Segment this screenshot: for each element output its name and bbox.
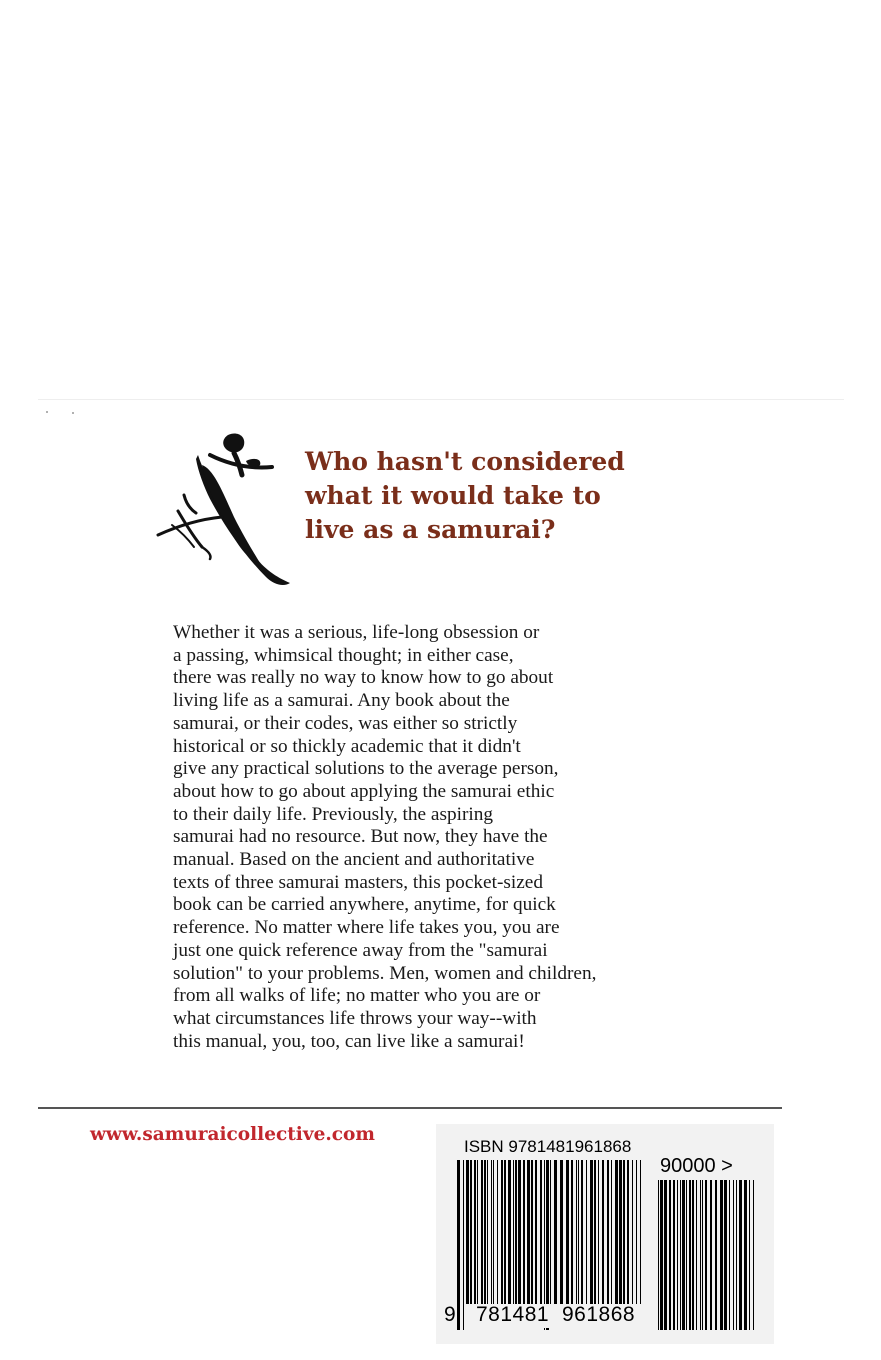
barcode-bar [466,1160,469,1304]
barcode-bar [705,1180,707,1330]
barcode-bar [669,1180,671,1330]
barcode-bar [686,1180,687,1330]
barcode-bar [493,1160,494,1304]
price-code: 90000 > [660,1155,733,1177]
speck [46,411,48,413]
barcode-bar [660,1180,663,1330]
blurb-line: texts of three samurai masters, this pocket-sized [173,871,543,893]
footer-divider [38,1107,782,1109]
blurb-line: what circumstances life throws your way--with [173,1007,537,1029]
headline-line: what it would take to [305,481,601,510]
blurb-line: give any practical solutions to the average person, [173,758,559,780]
barcode-bar [560,1160,563,1304]
barcode-bar [749,1180,750,1330]
barcode-bar [710,1180,712,1330]
barcode-bar [463,1160,464,1330]
barcode-bar [518,1160,521,1304]
barcode-bar [554,1160,557,1304]
barcode-bar [484,1160,486,1304]
blurb-line: to their daily life. Previously, the aspiring [173,803,494,825]
barcode-digits-right: 961868 [562,1303,636,1326]
headline-line: Who hasn't considered [305,447,625,476]
blurb-line: about how to go about applying the samurai ethic [173,780,555,802]
barcode-bar [576,1160,577,1304]
barcode-bar [664,1180,667,1330]
barcode-bar [598,1160,599,1304]
barcode-bar [508,1160,511,1304]
blurb-line: a passing, whimsical thought; in either case, [173,644,514,666]
samurai-kanji-brush-icon [150,425,300,595]
blurb-line: samurai had no resource. But now, they have the [173,826,548,848]
barcode-bar [753,1180,754,1330]
barcode-bar [611,1160,612,1304]
barcode-bar [602,1160,604,1304]
barcode-bar [578,1160,579,1304]
blurb-text [173,622,733,1053]
barcode-bar [501,1160,503,1304]
barcode-bar [682,1180,685,1330]
top-divider [38,399,844,400]
barcode-bar [744,1180,747,1330]
barcode-bar [531,1160,533,1304]
barcode-digit-lead: 9 [444,1303,456,1326]
barcode-bar [607,1160,609,1304]
barcode-digits-left: 781481 [476,1303,550,1326]
barcode-bar [640,1160,641,1304]
barcode-bar [535,1160,537,1304]
barcode-bar [497,1160,498,1304]
barcode-bar [481,1160,483,1304]
barcode-bar [673,1180,675,1330]
barcode-bar [729,1180,730,1330]
barcode-bar [636,1160,637,1304]
barcode-bar [696,1180,697,1330]
blurb-line: book can be carried anywhere, anytime, for quick [173,894,556,916]
blurb-line: manual. Based on the ancient and authoritative [173,849,535,871]
headline [305,445,665,547]
barcode-bar [523,1160,525,1304]
barcode-bar [527,1160,530,1304]
barcode-bar [540,1160,542,1304]
barcode-bar [736,1180,737,1330]
barcode-bar [470,1160,472,1304]
barcode-bar [677,1180,678,1330]
barcode-bar [733,1180,734,1330]
barcode-bar [623,1160,625,1304]
barcode-bar [487,1160,488,1304]
speck [72,412,74,414]
blurb-line: from all walks of life; no matter who you are or [173,985,541,1007]
blurb-line: historical or so thickly academic that it didn't [173,735,521,757]
blurb-line: solution" to your problems. Men, women and children, [173,962,597,984]
barcode-bar [590,1160,593,1304]
barcode-bar [702,1180,703,1330]
barcode-bar [515,1160,517,1304]
barcode-bar [680,1180,681,1330]
barcode-bar [477,1160,478,1304]
barcode-bar [594,1160,596,1304]
barcode-bar [571,1160,573,1304]
blurb-line: this manual, you, too, can live like a samurai! [173,1030,525,1052]
barcode-bar [566,1160,569,1304]
blurb-line: just one quick reference away from the "samurai [173,939,548,961]
barcode-bar [504,1160,506,1304]
barcode-bar [615,1160,618,1304]
barcode-bar [550,1160,551,1304]
barcode-bar [715,1180,717,1330]
barcode-bar [581,1160,583,1304]
blurb-line: there was really no way to know how to go about [173,667,554,689]
barcode-bar [692,1180,694,1330]
barcode-bar [724,1180,727,1330]
price-barcode [658,1180,756,1330]
barcode-bar [720,1180,723,1330]
barcode-bar [513,1160,514,1304]
barcode-bar [700,1180,701,1330]
barcode-bar [627,1160,629,1304]
barcode-bar [474,1160,476,1304]
blurb-line: samurai, or their codes, was either so strictly [173,712,518,734]
barcode-bar [632,1160,633,1304]
blurb-line: living life as a samurai. Any book about the [173,690,510,712]
barcode-bar [689,1180,691,1330]
barcode-bar [457,1160,460,1330]
headline-line: live as a samurai? [305,515,556,544]
barcode-bar [619,1160,622,1304]
barcode-bar [658,1180,659,1330]
blurb-line: reference. No matter where life takes you, you are [173,917,560,939]
barcode-bar [586,1160,587,1304]
barcode-bar [739,1180,742,1330]
website-link[interactable]: www.samuraicollective.com [90,1124,375,1145]
blurb-line: Whether it was a serious, life-long obsession or [173,622,540,643]
isbn-label: ISBN 9781481961868 [464,1137,632,1156]
barcode-bar [491,1160,492,1304]
